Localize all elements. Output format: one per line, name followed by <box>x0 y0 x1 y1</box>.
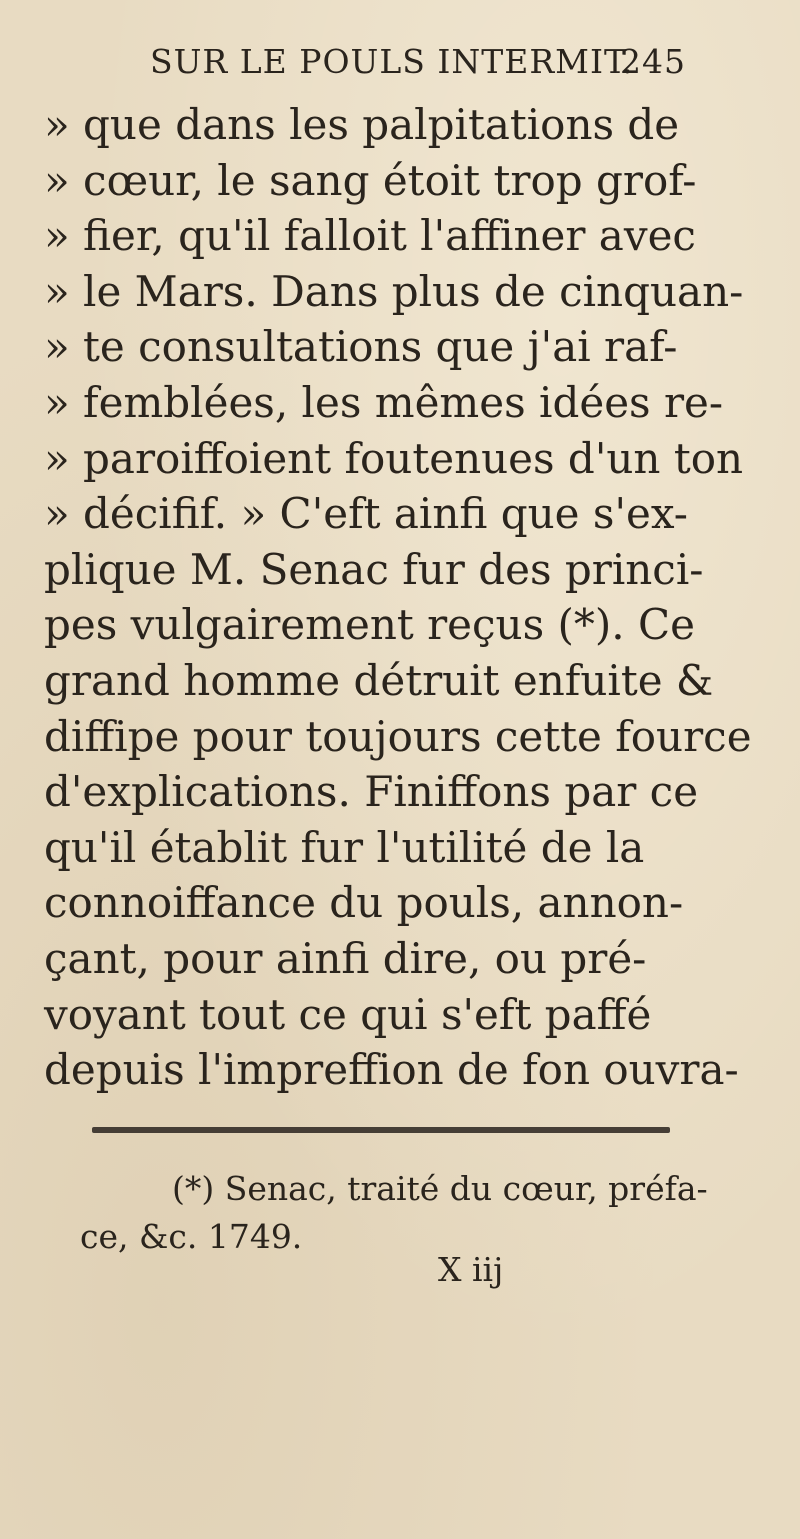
footnote <box>80 1165 760 1261</box>
signature-mark: X iij <box>438 1250 504 1289</box>
main-text-block <box>44 97 752 1098</box>
text-line: » le Mars. Dans plus de cinquan- <box>44 266 744 316</box>
text-line: » que dans les palpitations de <box>44 100 680 149</box>
text-line: pes vulgairement reçus (*). Ce <box>44 600 695 650</box>
text-line: » fier, qu'il falloit l'affiner avec <box>44 211 696 261</box>
text-line: çant, pour ainfi dire, ou pré- <box>44 933 647 983</box>
text-line: diffipe pour toujours cette fource <box>44 711 752 761</box>
footnote-separator-rule <box>92 1127 670 1133</box>
page-number: 245 <box>620 42 686 81</box>
text-line: d'explications. Finiffons par ce <box>44 767 699 817</box>
text-line: depuis l'impreffion de fon ouvra- <box>44 1045 739 1095</box>
running-title: SUR LE POULS INTERMIT. <box>150 42 634 81</box>
text-line: connoiffance du pouls, annon- <box>44 878 684 928</box>
text-line: » paroiffoient foutenues d'un ton <box>44 433 744 483</box>
footnote-line: ce, &c. 1749. <box>80 1217 303 1256</box>
text-line: » cœur, le sang étoit trop grof- <box>44 155 697 205</box>
text-line: » femblées, les mêmes idées re- <box>44 377 724 427</box>
text-line: grand homme détruit enfuite & <box>44 655 714 705</box>
text-line: » décifif. » C'eft ainfi que s'ex- <box>44 489 688 539</box>
footnote-line: (*) Senac, traité du cœur, préfa- <box>172 1169 708 1208</box>
text-line: voyant tout ce qui s'eft paffé <box>44 989 652 1039</box>
text-line: plique M. Senac fur des princi- <box>44 544 704 594</box>
text-line: qu'il établit fur l'utilité de la <box>44 822 645 872</box>
text-line: » te consultations que j'ai raf- <box>44 322 678 372</box>
